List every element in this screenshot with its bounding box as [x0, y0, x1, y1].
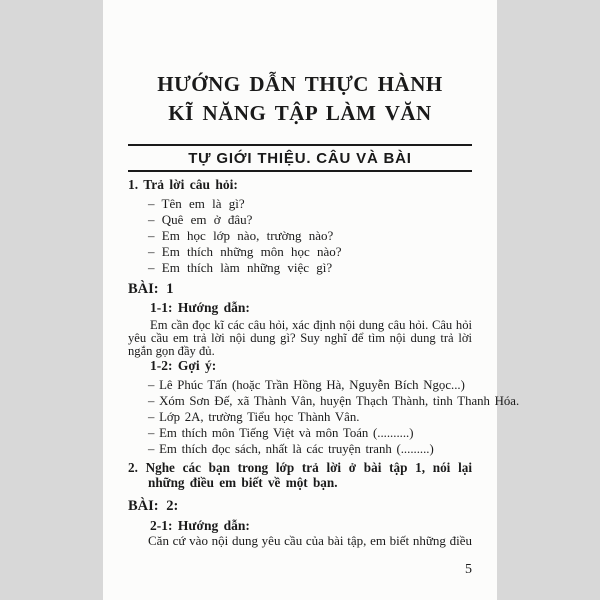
paragraph-line: Em cần đọc kĩ các câu hỏi, xác định nội dung câu hỏi. Câu hỏi — [150, 318, 472, 332]
exercise-2-number: 2. — [128, 460, 138, 475]
hint-item: – Em thích đọc sách, nhất là các truyện tranh (.........) — [148, 442, 434, 456]
hint-item: – Lê Phúc Tấn (hoặc Trần Hồng Hà, Nguyễn Bích Ngọc...) — [148, 378, 465, 392]
exercise-1-heading: 1. Trả lời câu hỏi: — [128, 177, 238, 192]
page-number: 5 — [465, 562, 472, 577]
title-line-1: HƯỚNG DẪN THỰC HÀNH — [157, 72, 443, 96]
hint-list — [128, 377, 520, 457]
page-title — [128, 0, 472, 128]
question-list — [128, 196, 472, 276]
exercise-2-text: Nghe các bạn trong lớp trả lời ở bài tập 1, nói lại — [145, 460, 472, 475]
book-page — [103, 0, 520, 600]
guide-2-heading: 2-1: Hướng dẫn: — [150, 518, 250, 533]
paragraph-line: yêu cầu em trả lời nội dung gì? Suy nghĩ để tìm nội dung trả lời — [128, 331, 472, 345]
question-item: – Em thích làm những việc gì? — [148, 260, 333, 275]
hint-item: – Lớp 2A, trường Tiểu học Thành Vân. — [148, 410, 360, 424]
exercise-2-line-2: những điều em biết về một bạn. — [148, 475, 338, 490]
question-item: – Em thích những môn học nào? — [148, 244, 342, 259]
guide-1-heading: 1-1: Hướng dẫn: — [150, 300, 250, 315]
hint-1-heading: 1-2: Gợi ý: — [150, 358, 217, 373]
hint-item: – Xóm Sơn Đế, xã Thành Vân, huyện Thạch Thành, tỉnh Thanh Hóa. — [148, 394, 520, 408]
question-item: – Quê em ở đâu? — [148, 212, 253, 227]
hint-item: – Em thích môn Tiếng Việt và môn Toán (..........) — [148, 426, 414, 440]
bai-2-label: BÀI: 2: — [128, 498, 179, 514]
paragraph-line: ngắn gọn đầy đủ. — [128, 344, 215, 358]
guide-1-paragraph — [128, 319, 472, 358]
bai-1-label: BÀI: 1 — [128, 281, 174, 297]
exercise-2-line-1 — [128, 460, 472, 475]
title-line-2: KĨ NĂNG TẬP LÀM VĂN — [168, 101, 432, 125]
question-item: – Em học lớp nào, trường nào? — [148, 228, 334, 243]
question-item: – Tên em là gì? — [148, 196, 245, 211]
section-banner: TỰ GIỚI THIỆU. CÂU VÀ BÀI — [128, 144, 472, 172]
guide-2-paragraph: Căn cứ vào nội dung yêu cầu của bài tập, em biết những điều — [148, 533, 472, 548]
exercise-2 — [128, 460, 472, 490]
